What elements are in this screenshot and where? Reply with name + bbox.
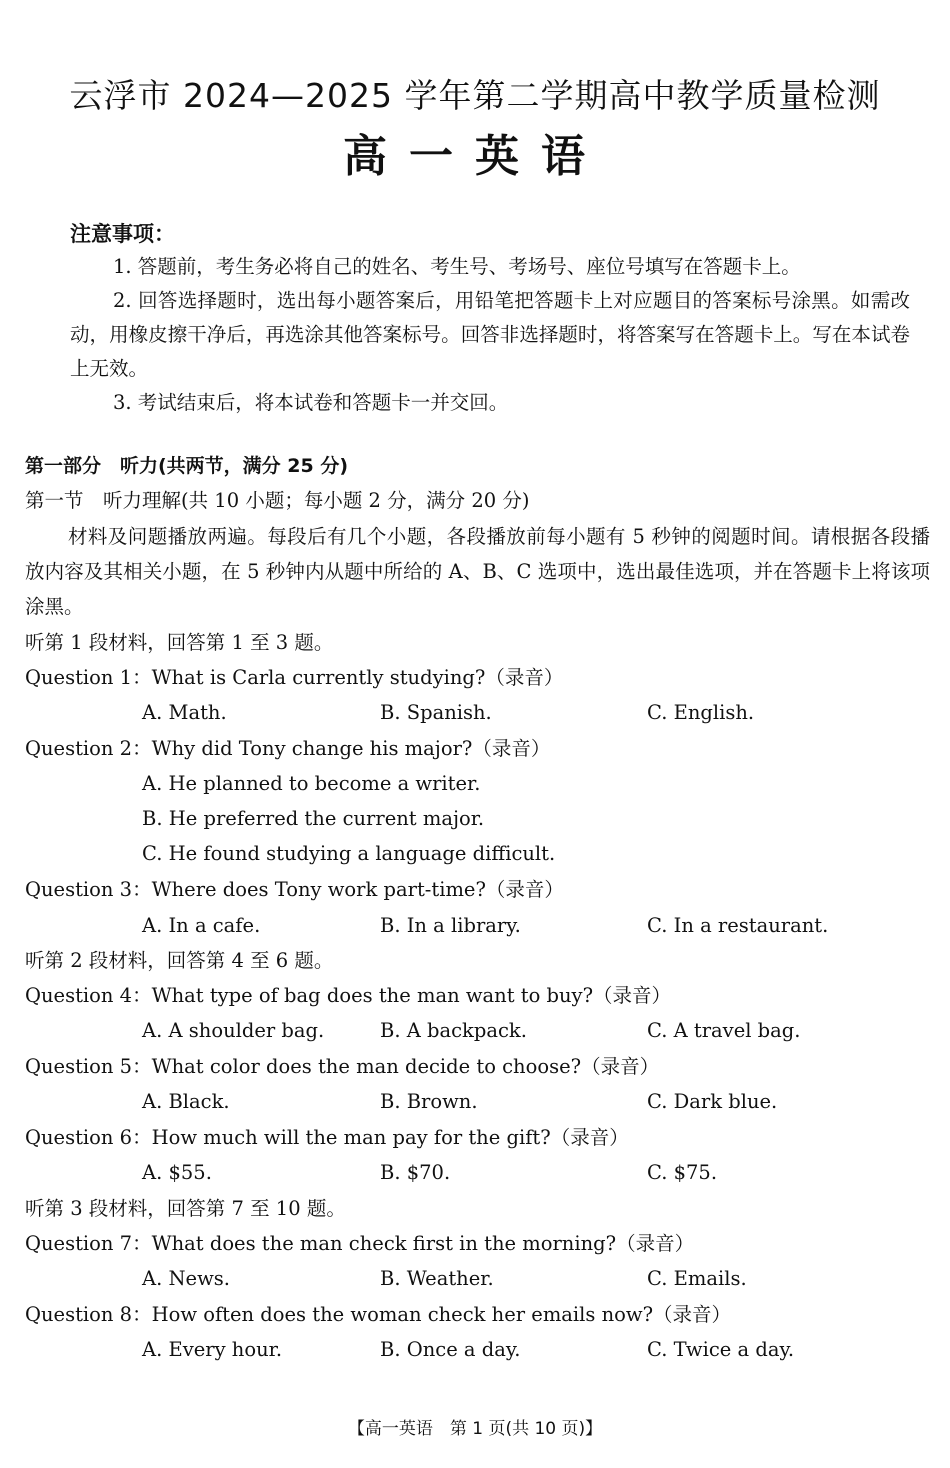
q8-option-a: A. Every hour. xyxy=(142,1338,283,1361)
note-item-2: 2. 回答选择题时，选出每小题答案后，用铅笔把答题卡上对应题目的答案标号涂黑。如需改动，用橡皮擦干净后，再选涂其他答案标号。回答非选择题时，将答案写在答题卡上。写在本试卷上无效。 xyxy=(70,289,910,380)
q6-option-a: A. $55. xyxy=(142,1161,212,1184)
q7-option-c: C. Emails. xyxy=(647,1267,747,1290)
q2-option-a: A. He planned to become a writer. xyxy=(142,772,481,795)
passage-3-intro: 听第 3 段材料，回答第 7 至 10 题。 xyxy=(25,1197,346,1220)
question-5: Question 5：What color does the man decide to choose?（录音） xyxy=(25,1055,660,1078)
exam-title: 云浮市 2024—2025 学年第二学期高中教学质量检测 xyxy=(69,76,881,115)
note-item-1: 1. 答题前，考生务必将自己的姓名、考生号、考场号、座位号填写在答题卡上。 xyxy=(113,255,801,278)
q7-option-b: B. Weather. xyxy=(380,1267,494,1290)
question-6: Question 6：How much will the man pay for the gift?（录音） xyxy=(25,1126,629,1149)
q4-option-b: B. A backpack. xyxy=(380,1019,527,1042)
q4-option-a: A. A shoulder bag. xyxy=(142,1019,325,1042)
q2-option-c: C. He found studying a language difficult. xyxy=(142,842,556,865)
passage-2-intro: 听第 2 段材料，回答第 4 至 6 题。 xyxy=(25,949,334,972)
listening-instructions: 材料及问题播放两遍。每段后有几个小题，各段播放前每小题有 5 秒钟的阅题时间。请根据各段播放内容及其相关小题，在 5 秒钟内从题中所给的 A、B、C 选项中，选出最佳选项，并在答题卡上将该项涂黑。 xyxy=(25,525,930,618)
q1-option-b: B. Spanish. xyxy=(380,701,492,724)
q2-option-b: B. He preferred the current major. xyxy=(142,807,485,830)
q8-option-c: C. Twice a day. xyxy=(647,1338,795,1361)
question-2: Question 2：Why did Tony change his major?（录音） xyxy=(25,737,551,760)
q7-option-a: A. News. xyxy=(142,1267,230,1290)
q4-option-c: C. A travel bag. xyxy=(647,1019,801,1042)
question-4: Question 4：What type of bag does the man want to buy?（录音） xyxy=(25,984,672,1007)
q1-option-a: A. Math. xyxy=(142,701,227,724)
q3-option-b: B. In a library. xyxy=(380,914,521,937)
note-item-3: 3. 考试结束后，将本试卷和答题卡一并交回。 xyxy=(113,391,509,414)
q5-option-b: B. Brown. xyxy=(380,1090,478,1113)
subject-title: 高一英语 xyxy=(343,131,607,182)
question-1: Question 1：What is Carla currently studying?（录音） xyxy=(25,666,564,689)
q6-option-b: B. $70. xyxy=(380,1161,451,1184)
q5-option-c: C. Dark blue. xyxy=(647,1090,778,1113)
part1-heading: 第一部分 听力(共两节，满分 25 分) xyxy=(25,455,349,477)
q5-option-a: A. Black. xyxy=(142,1090,230,1113)
passage-1-intro: 听第 1 段材料，回答第 1 至 3 题。 xyxy=(25,631,334,654)
q6-option-c: C. $75. xyxy=(647,1161,718,1184)
notes-heading: 注意事项： xyxy=(70,222,175,246)
q3-option-a: A. In a cafe. xyxy=(142,914,261,937)
q1-option-c: C. English. xyxy=(647,701,755,724)
q8-option-b: B. Once a day. xyxy=(380,1338,521,1361)
question-7: Question 7：What does the man check first in the morning?（录音） xyxy=(25,1232,695,1255)
page-footer: 【高一英语 第 1 页(共 10 页)】 xyxy=(347,1419,603,1439)
q3-option-c: C. In a restaurant. xyxy=(647,914,829,937)
section1-heading: 第一节 听力理解(共 10 小题；每小题 2 分，满分 20 分) xyxy=(25,489,530,512)
question-8: Question 8：How often does the woman check her emails now?（录音） xyxy=(25,1303,732,1326)
question-3: Question 3：Where does Tony work part-time?（录音） xyxy=(25,878,564,901)
